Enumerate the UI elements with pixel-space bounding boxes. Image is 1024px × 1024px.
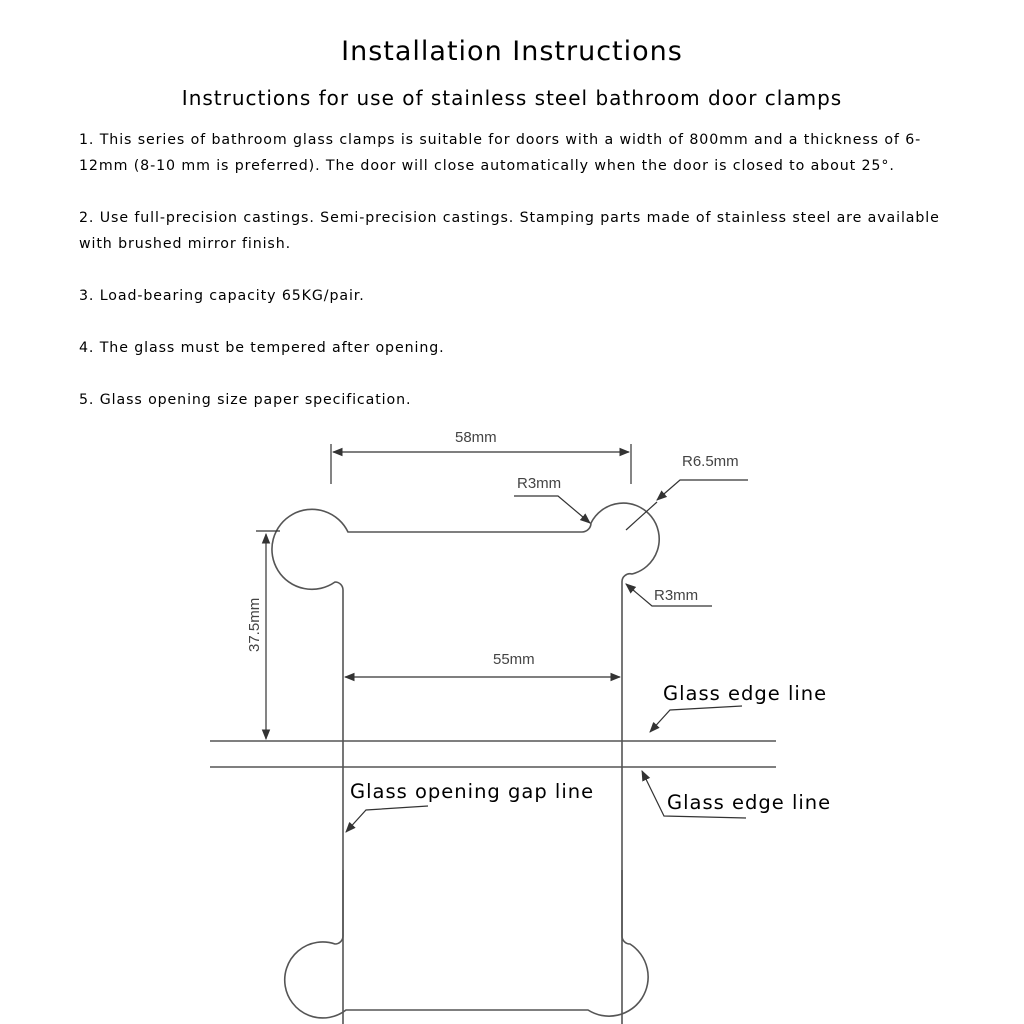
- instruction-3: 3. Load-bearing capacity 65KG/pair.: [79, 288, 365, 304]
- dimension-corner-radius: [626, 480, 748, 530]
- dimension-height-label: 37.5mm: [246, 597, 263, 652]
- clamp-outline-bottom: [285, 870, 648, 1018]
- dimension-top-width-label: 58mm: [455, 429, 497, 446]
- dimension-inner-width-label: 55mm: [493, 651, 535, 668]
- leader-glass-edge-top: [650, 706, 742, 732]
- page-subtitle: Instructions for use of stainless steel bathroom door clamps: [181, 86, 843, 110]
- label-glass-edge-bottom: Glass edge line: [667, 791, 832, 814]
- dimension-inner-radius-side-label: R3mm: [654, 587, 699, 604]
- label-gap-line: Glass opening gap line: [350, 780, 595, 803]
- instruction-2: 2. Use full-precision castings. Semi-precision castings. Stamping parts made of stainless steel are available with brushed mirror finish.: [79, 210, 940, 252]
- page-title: Installation Instructions: [341, 36, 683, 67]
- instruction-4: 4. The glass must be tempered after opening.: [79, 340, 445, 356]
- leader-gap-line: [346, 806, 428, 832]
- label-glass-edge-top: Glass edge line: [663, 682, 828, 705]
- dimension-corner-radius-label: R6.5mm: [682, 453, 739, 470]
- dimension-top-width: [331, 444, 631, 484]
- dimension-inner-radius-top: [514, 496, 590, 523]
- clamp-outline-top: [272, 503, 659, 1024]
- instruction-5: 5. Glass opening size paper specification.: [79, 392, 412, 408]
- instruction-1: 1. This series of bathroom glass clamps is suitable for doors with a width of 800mm and a thickness of 6-12mm (8-10 mm is preferred). The door will close automatically when the door is closed to about 25°.: [79, 132, 922, 174]
- dimension-inner-radius-top-label: R3mm: [517, 475, 562, 492]
